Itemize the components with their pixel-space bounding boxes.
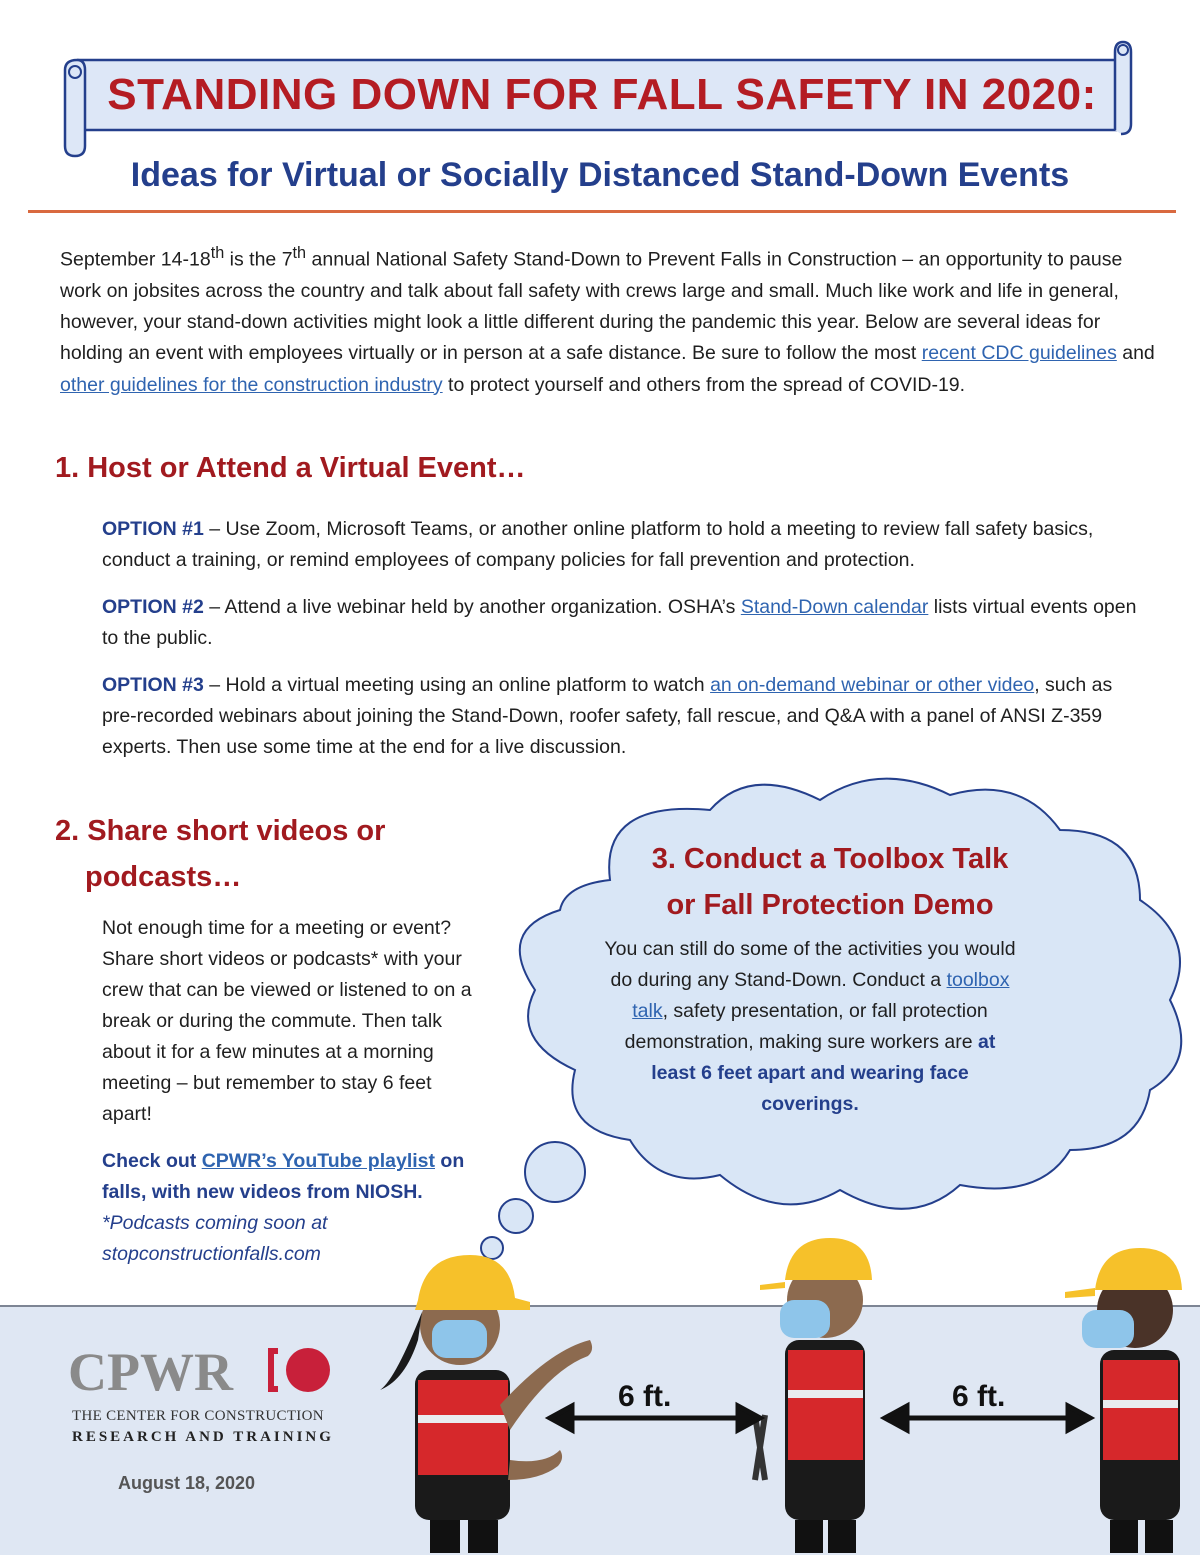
- intro-text: is the 7: [224, 248, 293, 271]
- section-3-heading-line: or Fall Protection Demo: [666, 889, 994, 921]
- intro-text: September 14-18: [60, 248, 211, 271]
- option-text: – Attend a live webinar held by another organization. OSHA’s: [203, 596, 741, 618]
- option-label: OPTION #1: [102, 518, 204, 540]
- option-3: [102, 670, 1152, 763]
- option-label: OPTION #2: [102, 596, 204, 618]
- section-3-heading-line: 3. Conduct a Toolbox Talk: [651, 843, 1009, 875]
- section-2-heading: [55, 808, 385, 900]
- header-divider: [28, 210, 1176, 213]
- worker-right: [1065, 1248, 1182, 1553]
- section-3-text: You can still do some of the activities you would do during any Stand-Down. Conduct a: [604, 938, 1016, 991]
- section-2-heading-line: podcasts…: [85, 861, 242, 893]
- page-title: STANDING DOWN FOR FALL SAFETY IN 2020:: [107, 70, 1097, 119]
- section-2-heading-line: 2. Share short videos or: [55, 815, 386, 847]
- toolbox-talk-link[interactable]: toolbox talk: [632, 969, 1010, 1022]
- section-3-heading: [580, 836, 1080, 928]
- distance-label-right: 6 ft.: [952, 1380, 1006, 1413]
- section-2-body: Not enough time for a meeting or event? Share short videos or podcasts* with your crew that can be viewed or listened to on a break or during the commute. Then talk about it for a few minutes at a morning meeting – but remember to stay 6 feet apart!: [102, 917, 472, 1125]
- cpwr-logo: [68, 1340, 348, 1400]
- cpwr-logo-text: CPWR: [68, 1342, 233, 1400]
- publication-date: August 18, 2020: [118, 1473, 256, 1493]
- podcast-note: *Podcasts coming soon at stopconstructionfalls.com: [102, 1212, 328, 1265]
- distance-label-left: 6 ft.: [618, 1380, 672, 1413]
- option-label: OPTION #3: [102, 674, 204, 696]
- cta-text: Check out: [102, 1150, 202, 1172]
- option-1: [102, 514, 1152, 576]
- stand-down-calendar-link[interactable]: Stand-Down calendar: [740, 596, 929, 618]
- option-text: – Hold a virtual meeting using an online platform to watch: [203, 674, 711, 696]
- intro-superscript: th: [292, 244, 307, 262]
- org-name-line-1: THE CENTER FOR CONSTRUCTION: [72, 1408, 324, 1424]
- cdc-guidelines-link[interactable]: recent CDC guidelines: [921, 342, 1117, 365]
- on-demand-webinar-link[interactable]: an on-demand webinar or other video: [710, 674, 1035, 696]
- intro-text: and: [1116, 342, 1155, 365]
- worker-middle: [755, 1238, 872, 1553]
- intro-text: to protect yourself and others from the spread of COVID-19.: [442, 373, 966, 396]
- org-name-line-2: RESEARCH AND TRAINING: [72, 1429, 334, 1445]
- option-text: lists virtual events open to the public.: [102, 596, 1137, 649]
- intro-paragraph: [60, 238, 1155, 401]
- intro-superscript: th: [210, 244, 225, 262]
- option-2: [102, 592, 1152, 654]
- option-text: – Use Zoom, Microsoft Teams, or another online platform to hold a meeting to review fall safety basics, conduct a training, or remind employees of company policies for fall prevention and protection.: [102, 518, 1094, 571]
- youtube-playlist-link[interactable]: CPWR’s YouTube playlist: [201, 1150, 435, 1172]
- page-subtitle: Ideas for Virtual or Socially Distanced Stand-Down Events: [130, 156, 1070, 194]
- construction-guidelines-link[interactable]: other guidelines for the construction industry: [60, 373, 443, 396]
- option-text: , such as pre-recorded webinars about joining the Stand-Down, roofer safety, fall rescue, and Q&A with a panel of ANSI Z-359 experts. Then use some time at the end for a live discussion.: [102, 674, 1113, 758]
- youtube-cta: [102, 1146, 482, 1208]
- section-3-body: [600, 934, 1020, 1120]
- cta-text: on falls, with new videos from NIOSH.: [102, 1150, 465, 1203]
- worker-left: [380, 1255, 592, 1553]
- section-1-heading: 1. Host or Attend a Virtual Event…: [55, 452, 526, 484]
- distancing-workers-illustration: [360, 1230, 1200, 1553]
- section-3-emphasis: at least 6 feet apart and wearing face coverings.: [651, 1031, 996, 1115]
- intro-text: annual National Safety Stand-Down to Prevent Falls in Construction – an opportunity to pause work on jobsites across the country and talk about fall safety with crews large and small. Much like work and life in general, however, your stand-down activities might look a little different during the pandemic this year. Below are several ideas for holding an event with employees virtually or in person at a safe distance. Be sure to follow the most: [60, 248, 1123, 365]
- section-3-text: , safety presentation, or fall protection demonstration, making sure workers are: [624, 1000, 988, 1053]
